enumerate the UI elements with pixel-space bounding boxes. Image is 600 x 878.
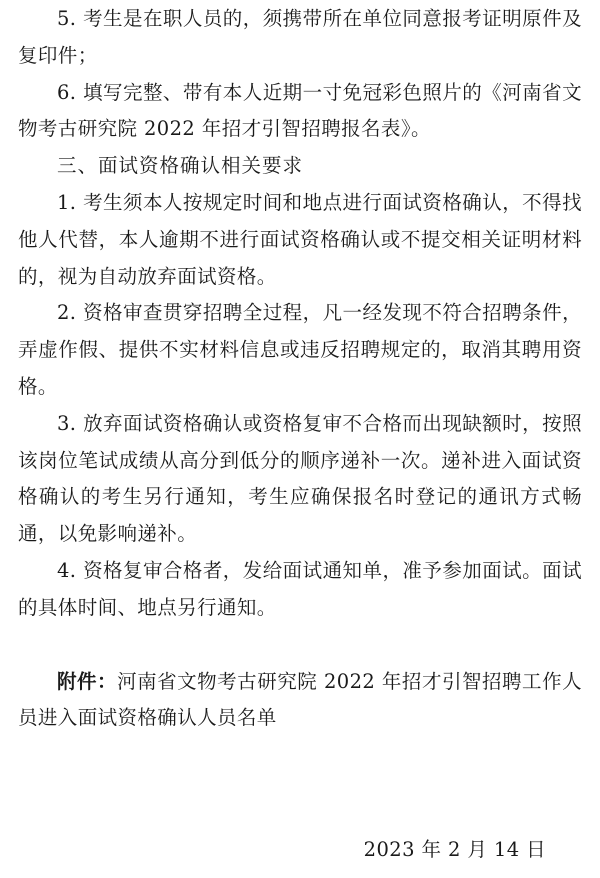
section-heading: 三、面试资格确认相关要求 <box>57 154 304 178</box>
paragraph-item-6: 6. 填写完整、带有本人近期一寸免冠彩色照片的《河南省文物考古研究院 2022 年招才引智招聘报名表》。 <box>18 80 582 141</box>
paragraph-item-5: 5. 考生是在职人员的，须携带所在单位同意报考证明原件及复印件； <box>18 7 582 67</box>
document-date: 2023 年 2 月 14 日 <box>363 838 546 861</box>
section-item-3: 3. 放弃面试资格确认或资格复审不合格而出现缺额时，按照该岗位笔试成绩从高分到低分的顺序递补一次。递补进入面试资格确认的考生另行通知，考生应确保报名时登记的通讯方式畅通，以免影响递补。 <box>18 411 582 546</box>
section-item-4: 4. 资格复审合格者，发给面试通知单，准予参加面试。面试的具体时间、地点另行通知。 <box>18 558 582 619</box>
section-item-1: 1. 考生须本人按规定时间和地点进行面试资格确认，不得找他人代替，本人逾期不进行面试资格确认或不提交相关证明材料的，视为自动放弃面试资格。 <box>18 190 582 288</box>
attachment-paragraph <box>18 664 582 738</box>
attachment-text: 河南省文物考古研究院 2022 年招才引智招聘工作人员进入面试资格确认人员名单 <box>18 669 582 730</box>
attachment-label: 附件： <box>57 669 118 693</box>
section-item-2: 2. 资格审查贯穿招聘全过程，凡一经发现不符合招聘条件，弄虚作假、提供不实材料信息或违反招聘规定的，取消其聘用资格。 <box>18 301 582 398</box>
